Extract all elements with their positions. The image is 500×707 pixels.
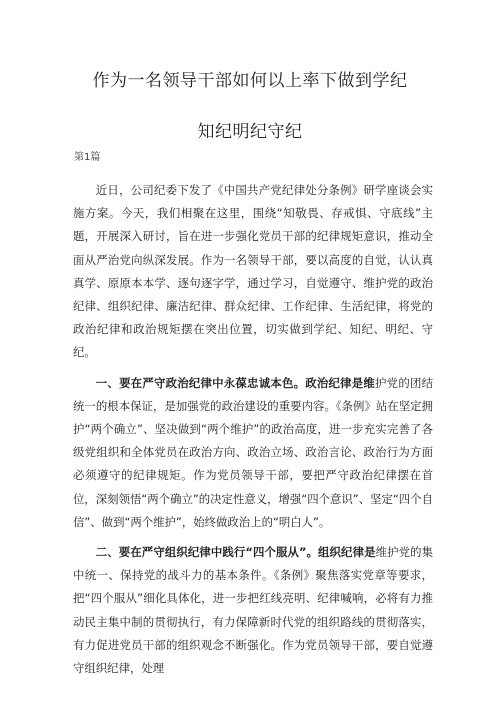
paragraph-text: 维护党的集中统一、保持党的战斗力的基本条件。《条例》聚焦落实党章等要求，把“四个服从”细化具体化，进一步把红线亮明、纪律喊响，必将有力推动民主集中制的贯彻执行，有力保障新时代党的组织路线的贯彻落实，有力促进党员干部的组织观念不断强化。作为党员领导干部，要自觉遵守组织纪律，处理 <box>73 545 433 676</box>
paragraph-text: 护党的团结统一的根本保证，是加强党的政治建设的重要内容。《条例》站在坚定拥护“两个确立”、坚决做到“两个维护”的政治高度，进一步充实完善了各级党组织和全体党员在政治方向、政治立场、政治言论、政治行为方面必须遵守的纪律规矩。作为党员领导干部，要把严守政治纪律摆在首位，深刻领悟“两个确立”的决定性意义，增强“四个意识”、坚定“四个自信”、做到“两个维护”，始终做政治上的“明白人”。 <box>73 375 433 529</box>
paragraph-text: 近日，公司纪委下发了《中国共产党纪律处分条例》研学座谈会实施方案。今天，我们相聚在这里，围绕“知敬畏、存戒惧、守底线”主题，开展深入研讨，旨在进一步强化党员干部的纪律规矩意识，推动全面从严治党向纵深发展。作为一名领导干部，要以高度的自觉，认认真真学、原原本本学、逐句逐字学，通过学习，自觉遵守、维护党的政治纪律、组织纪律、廉洁纪律、群众纪律、工作纪律、生活纪律，将党的政治纪律和政治规矩摆在突出位置，切实做到学纪、知纪、明纪、守纪。 <box>73 183 433 360</box>
paragraph-lead: 一、要在严守政治纪律中永葆忠诚本色。政治纪律是维 <box>95 375 376 390</box>
document-title-line-2: 知纪明纪守纪 <box>197 122 303 142</box>
section-label: 第1篇 <box>74 152 101 163</box>
paragraph-lead: 二、要在严守组织纪律中践行“四个服从”。组织纪律是 <box>95 545 376 560</box>
document-body <box>73 179 433 687</box>
paragraph-intro <box>73 179 433 365</box>
paragraph-political-discipline <box>73 372 433 534</box>
paragraph-organizational-discipline <box>73 541 433 680</box>
document-title-line-1: 作为一名领导干部如何以上率下做到学纪 <box>92 71 408 91</box>
